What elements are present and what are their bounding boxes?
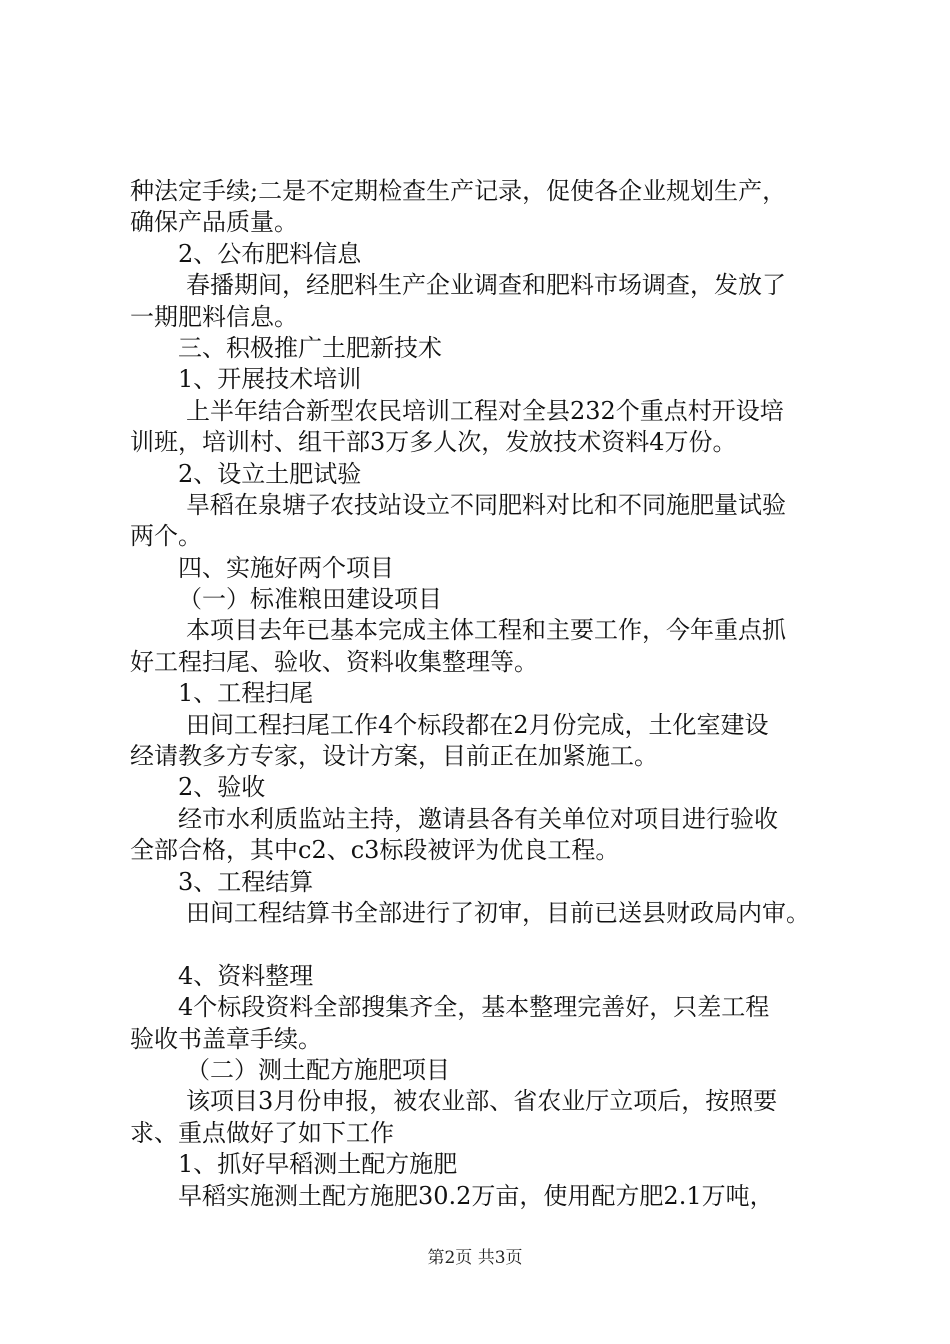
subheading-line: （一）标准粮田建设项目 [178, 585, 442, 614]
paragraph-line: 训班，培训村、组干部3万多人次，发放技术资料4万份。 [130, 428, 737, 457]
page-number-footer: 第2页 共3页 [427, 1248, 523, 1268]
paragraph-line: 上半年结合新型农民培训工程对全县232个重点村开设培 [186, 396, 784, 425]
subheading-line: 1、工程扫尾 [178, 679, 314, 708]
paragraph-line: 田间工程结算书全部进行了初审，目前已送县财政局内审。 [186, 898, 810, 927]
blank-line [130, 929, 850, 960]
subheading-line: 2、公布肥料信息 [178, 239, 362, 268]
subheading-line: 1、抓好早稻测土配方施肥 [178, 1150, 458, 1179]
paragraph-line: 早稻实施测土配方施肥30.2万亩，使用配方肥2.1万吨， [178, 1181, 774, 1210]
subheading-line: 4、资料整理 [178, 961, 314, 990]
paragraph-line: 全部合格，其中c2、c3标段被评为优良工程。 [130, 836, 620, 865]
section-heading: 三、积极推广土肥新技术 [178, 333, 442, 362]
section-heading: 四、实施好两个项目 [178, 553, 394, 582]
subheading-line: （二）测土配方施肥项目 [186, 1055, 450, 1084]
paragraph-line: 春播期间，经肥料生产企业调查和肥料市场调查，发放了 [186, 271, 786, 300]
paragraph-line: 求、重点做好了如下工作 [130, 1118, 394, 1147]
paragraph-line: 经请教多方专家，设计方案，目前正在加紧施工。 [130, 742, 658, 771]
paragraph-line: 好工程扫尾、验收、资料收集整理等。 [130, 647, 538, 676]
subheading-line: 1、开展技术培训 [178, 365, 362, 394]
subheading-line: 2、设立土肥试验 [178, 459, 362, 488]
paragraph-line: 本项目去年已基本完成主体工程和主要工作，今年重点抓 [186, 616, 786, 645]
paragraph-line: 验收书盖章手续。 [130, 1024, 322, 1053]
paragraph-line: 田间工程扫尾工作4个标段都在2月份完成，土化室建设 [186, 710, 769, 739]
paragraph-line: 旱稻在泉塘子农技站设立不同肥料对比和不同施肥量试验 [186, 490, 786, 519]
paragraph-line: 种法定手续;二是不定期检查生产记录，促使各企业规划生产， [130, 177, 787, 205]
paragraph-line: 该项目3月份申报，被农业部、省农业厅立项后，按照要 [186, 1087, 778, 1116]
paragraph-line: 两个。 [130, 522, 202, 551]
paragraph-line: 一期肥料信息。 [130, 302, 298, 331]
subheading-line: 3、工程结算 [178, 867, 314, 896]
paragraph-line: 4个标段资料全部搜集齐全，基本整理完善好，只差工程 [178, 993, 770, 1022]
paragraph-line: 确保产品质量。 [130, 208, 298, 237]
document-body [130, 176, 850, 1212]
paragraph-line: 经市水利质监站主持，邀请县各有关单位对项目进行验收 [178, 804, 778, 833]
subheading-line: 2、验收 [178, 773, 266, 802]
